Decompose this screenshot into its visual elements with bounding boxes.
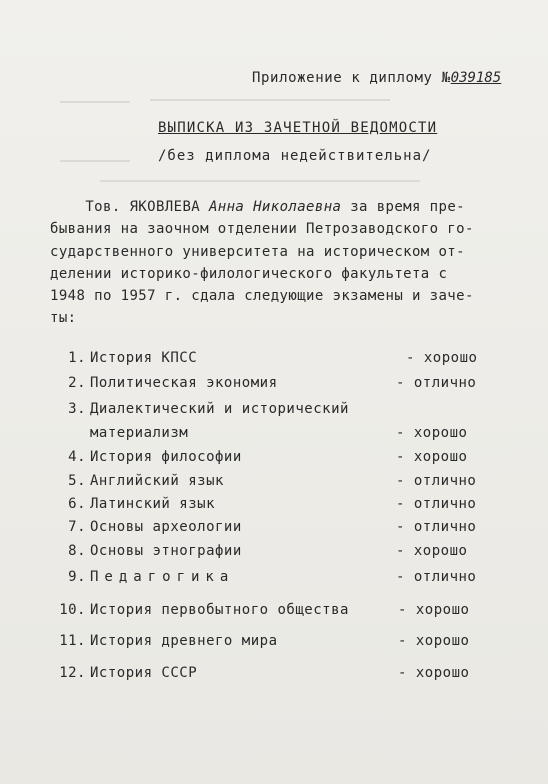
subject-row: [50, 569, 490, 585]
subject-name: Английский язык: [90, 473, 224, 489]
paragraph-text: за время пре-: [341, 199, 465, 215]
paragraph-line: делении историко-филологического факультета с: [50, 265, 448, 282]
subject-grade: - хорошо: [406, 350, 478, 366]
diploma-number: 039185: [450, 70, 502, 86]
subject-row: [50, 602, 490, 618]
subject-grade: - хорошо: [396, 449, 468, 465]
bleed-through-mark: [60, 101, 130, 103]
subject-name: Основы этнографии: [90, 543, 242, 559]
subject-number: 3.: [68, 401, 86, 417]
bleed-through-mark: [60, 160, 130, 162]
subject-number: 7.: [68, 519, 86, 535]
subject-name: История СССР: [90, 665, 198, 681]
subject-number: 4.: [68, 449, 86, 465]
subject-name: История КПСС: [90, 350, 198, 366]
subject-grade: - хорошо: [396, 425, 468, 441]
subject-row-continuation: [50, 425, 490, 441]
subject-name: История первобытного общества: [90, 602, 349, 618]
subject-number: 2.: [68, 375, 86, 391]
student-name: Анна Николаевна: [208, 199, 342, 215]
subject-grade: - хорошо: [398, 665, 470, 681]
subject-row: [50, 665, 490, 681]
subject-number: 12.: [59, 665, 86, 681]
subject-name: История философии: [90, 449, 242, 465]
paragraph-line: [50, 196, 520, 218]
subject-grade: - хорошо: [398, 602, 470, 618]
subject-grade: - хорошо: [396, 543, 468, 559]
subject-row: [50, 543, 490, 559]
subject-row: [50, 496, 490, 512]
subject-grade: - отлично: [396, 375, 477, 391]
subject-number: 8.: [68, 543, 86, 559]
subject-grade: - отлично: [396, 569, 477, 585]
paragraph-line: ты:: [50, 310, 77, 327]
paragraph-line: бывания на заочном отделении Петрозаводского го-: [50, 221, 474, 238]
subject-name: Педагогика: [90, 569, 235, 585]
subject-name: материализм: [90, 425, 189, 441]
subject-name: Диалектический и исторический: [90, 401, 349, 417]
subject-grade: - отлично: [396, 496, 477, 512]
subject-row: [50, 401, 490, 417]
page-title: ВЫПИСКА ИЗ ЗАЧЕТНОЙ ВЕДОМОСТИ: [158, 120, 438, 136]
paragraph-line: 1948 по 1957 г. сдала следующие экзамены и заче-: [50, 288, 474, 305]
subject-grade: - отлично: [396, 473, 477, 489]
subject-number: 5.: [68, 473, 86, 489]
subject-number: 11.: [59, 633, 86, 649]
subject-row: [50, 449, 490, 465]
subject-row: [50, 633, 490, 649]
subject-grade: - отлично: [396, 519, 477, 535]
subject-name: Латинский язык: [90, 496, 216, 512]
subject-row: [50, 350, 490, 366]
header-prefix: Приложение к диплому №: [252, 70, 451, 86]
subject-row: [50, 473, 490, 489]
subject-number: 6.: [68, 496, 86, 512]
subject-name: Основы археологии: [90, 519, 242, 535]
subject-name: История древнего мира: [90, 633, 278, 649]
subject-number: 1.: [68, 350, 86, 366]
paragraph-line: сударственного университета на историческом от-: [50, 243, 465, 260]
diploma-appendix-header: [252, 70, 501, 86]
subject-grade: - хорошо: [398, 633, 470, 649]
subject-name: Политическая экономия: [90, 375, 278, 391]
intro-paragraph: [50, 196, 520, 330]
subject-number: 10.: [59, 602, 86, 618]
subject-row: [50, 519, 490, 535]
subject-row: [50, 375, 490, 391]
page-subtitle: /без диплома недействительна/: [158, 148, 432, 164]
bleed-through-mark: [100, 180, 420, 182]
bleed-through-mark: [150, 99, 390, 101]
subject-number: 9.: [68, 569, 86, 585]
paragraph-text: Тов. ЯКОВЛЕВА: [85, 199, 209, 215]
